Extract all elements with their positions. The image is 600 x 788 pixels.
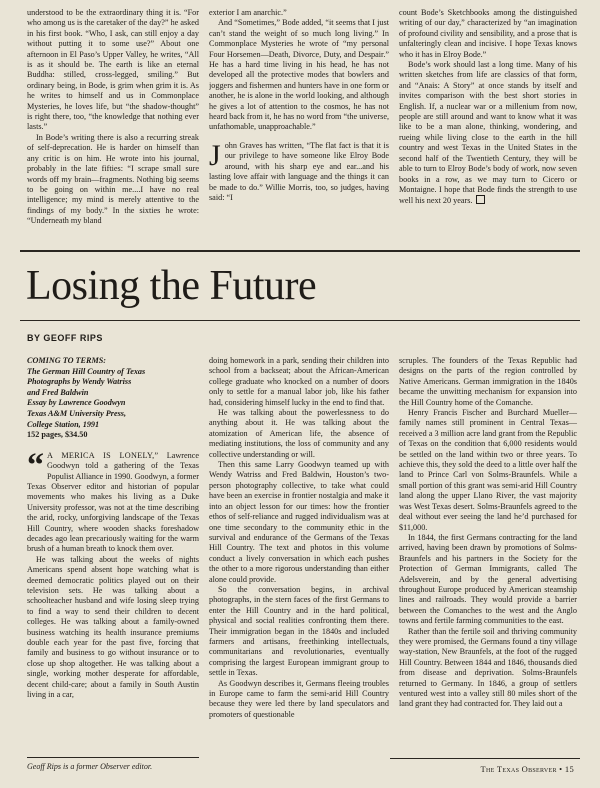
paragraph: He was talking about the powerlessness to do anything about it. He was talking about the atomization of American life, the absence of mediating institutions, the loss of community and any collective understanding or will. [209, 408, 389, 459]
paragraph: Rather than the fertile soil and thriving community they were promised, the Germans found a tiny village way-station, New Braunfels, at the foot of the rugged Hill Country. Between 1844 and 1846, thousands died from disease and deprivation. Solms-Braunfels returned to Germany. In 1846, a group of settlers ventured west into a valley still 80 miles short of the land grant they had contracted for. They laid out a [399, 626, 577, 709]
book-publisher: Texas A&M University Press, [27, 408, 127, 418]
byline: BY GEOFF RIPS [27, 333, 103, 343]
paragraph-text: Lawrence Goodwyn told a gathering of the Texas Populist Alliance in 1990. Goodwyn, a former Texas Observer editor and historian of popular movements who makes his living as a Duke University professor, was not at the time describing the arid, rocky, unforgiving landscape of the Texas Hill Country, where wooden shacks foreshadow decades ago lean precariously waiting for the warm brush of a human breath to knock them over. [27, 450, 199, 554]
paragraph [399, 60, 577, 207]
paragraph: understood to be the extraordinary thing it is. “For who among us is the caretaker of the day?” he asked in his first book. “Who, I ask, can still enjoy a day without putting it to some use?” About one afternoon in El Paso’s Upper Valley, he writes, “All is as it should be. The earth is like an eternal Buddha: stilled, cross-legged, smiling.” But ordinary being, in Bode, is grim when grim it is. As he writes to himself and us in Commonplace Mysteries, he loves life, but “the shadow-thought” is right there, too, “the knowledge that nothing ever lasts.” [27, 8, 199, 132]
footer-rule [390, 758, 580, 759]
article-column-2 [209, 356, 389, 756]
page-number: 15 [564, 764, 574, 774]
section-divider [20, 250, 580, 252]
book-essay: Essay by Lawrence Goodwyn [27, 398, 126, 408]
paragraph: Henry Francis Fischer and Burchard Mueller—family names still prominent in Central Texas—received a 3 million acre land grant from the Republic of Texas on the condition that 6,000 residents would be settled on the land within two or three years. To achieve this, they sold the deed to a little over half the land to Prince Carl von Solms-Braunfels. While a small portion of this grant was semi-arid Hill Country land along the upper Llano River, the vast majority was West Texas desert. Solms-Braunfels agreed to the deal without ever seeing the land he’d purchased for $11,000. [399, 408, 577, 532]
footer-separator: • [556, 764, 565, 774]
paragraph: He was talking about the weeks of nights Americans spend absent hope watching what is deemed democratic politics played out on their television sets. He was talking about a schoolteacher husband and wife losing sleep trying to find a way to send their children to decent colleges. He was talking about a family-owned business watching its health insurance premiums double each year for the past five, forcing that family and business to go without insurance or to close up shop altogether. He was talking about a single, working mother desperate for affordable, decent child-care; about a family in South Austin living in a car, [27, 554, 199, 700]
page-footer [481, 764, 574, 774]
lead-quote-mark: “ [27, 446, 44, 484]
paragraph-text: ohn Graves has written, “The flat fact is that it is our privilege to have someone like Elroy Bode around, with his sharp eye and ear...and his lasting love affair with language and the things it can be made to do.” Willie Morris, too, so judges, having said: “I [209, 140, 389, 202]
paragraph: As Goodwyn describes it, Germans fleeing troubles in Europe came to farm the semi-arid Hill Country because they were led there by land speculators and promoters of questionable [209, 678, 389, 719]
article-headline: Losing the Future [26, 263, 317, 309]
paragraph: In 1844, the first Germans contracting for the land arrived, having been drawn by promotions of Solms-Braunfels and his partners in the Society for the Protection of German Immigrants, called The Adelsverein, and by the general advertising throughout Europe produced by American steamship lines and railroads. They would provide a barrier between the Comanches to the west and the Anglo towns and fertile farming communities to the east. [399, 532, 577, 626]
book-photos: Photographs by Wendy Watriss [27, 377, 132, 387]
lead-caps: A MERICA IS LONELY,” [47, 450, 159, 460]
headline-rule [20, 320, 580, 321]
end-mark-icon [476, 195, 485, 204]
drop-cap: J [209, 138, 221, 172]
author-note-rule [27, 757, 199, 758]
article-column-1 [27, 356, 199, 751]
book-subtitle: The German Hill Country of Texas [27, 366, 146, 376]
prev-article-column-1 [27, 8, 199, 236]
paragraph: count Bode’s Sketchbooks among the distinguished writing of our day,” characterized by “an imagination of profound civility and sensibility, and a prose that is unfalteringly clean and incisive. I hope Texas knows who it has in Elroy Bode.” [399, 8, 577, 59]
book-pages: 152 pages, $34.50 [27, 430, 88, 440]
book-publisher-2: College Station, 1991 [27, 419, 100, 429]
paragraph: So the conversation begins, in archival photographs, in the stern faces of the first Germans to enter the Hill Country and in the hard political, physical and social realities confronting them there. Their immigration began in the 1840s and included farmers and artisans, freethinking intellectuals, communitarians and revolutionaries, eventually comprising the largest European immigrant group to settle in Texas. [209, 584, 389, 678]
paragraph-text: Bode’s work should last a long time. Many of his written sketches from life are classics of that form, and “Anais: A Story” at once stands by itself and invites comparison with the best short stories in English. If, a nuclear war or a millenium from now, people are still around and want to know what it was like to be a man alone, thinking, wondering, and rueing while living close to the earth in the hill country and west Texas in the United States in the second half of the Twentieth Century, they will be able to turn to Elroy Bode’s body of work, now seven books in a row, as we may turn to Cicero or Montaigne. I hope that Bode finds the strength to use well his next 20 years. [399, 60, 577, 206]
paragraph: And “Sometimes,” Bode added, “it seems that I just can’t stand the weight of so much long living.” In Commonplace Mysteries he wrote of “my personal Four Horsemen—Death, Divorce, Duty, and Despair.” He has a hard time living in his head, he has not developed all the protective modes that bowlers and joggers and fishermen and hunters have in one form or another, he is alone in the world looking, and although he gives a lot of attention to the cosmos, he has not heard back from it, he has no word from “the universe, unfathomable, unapproachable.” [209, 18, 389, 132]
paragraph: exterior I am anarchic.” [209, 8, 287, 17]
lead-paragraph [27, 446, 199, 555]
author-note: Geoff Rips is a former Observer editor. [27, 762, 153, 771]
prev-article-column-3 [399, 8, 577, 236]
paragraph: Then this same Larry Goodwyn teamed up with Wendy Watriss and Fred Baldwin, Houston’s two-person photography collective, to take what could have been an exercise in frontier nostalgia and make it into an object lesson for our times: how the frontier ethos of self-reliance and rugged individualism was at one time secondary to the community ethic in the survival and endurance of the Germans of the Texas Hill Country. The text and photos in this volume conduct a lively conversation in which each pushes the other to a more rigorous understanding than either alone could provide. [209, 460, 389, 584]
article-column-3 [399, 356, 577, 756]
book-info [27, 356, 199, 441]
prev-article-column-2 [209, 8, 389, 236]
paragraph: scruples. The founders of the Texas Republic had designs on the parts of the region controlled by Native Americans. German immigration in the 1840s became the unwitting mechanism for expansion into the Hill Country home of the Comanche. [399, 356, 577, 407]
paragraph: In Bode’s writing there is also a recurring streak of self-deprecation. He is harder on himself than any critic is on him. He wrote into his journal, probably in the late fifties: “I scrape small sure words off my brain—fragments. Nothing big seems to be going on within me....I have no real intelligence; my mind is merely attentive to the findings of my body.” In the sixties he wrote: “Underneath my bland [27, 132, 199, 226]
paragraph: doing homework in a park, sending their children into school from a backseat; about the African-American college graduate who knocked on a number of doors only to settle for a manual labor job, like his father had, considering himself lucky in the end to find that. [209, 356, 389, 407]
paragraph-dropcap [209, 138, 389, 203]
publication-name: The Texas Observer [480, 764, 557, 774]
book-photos-2: and Fred Baldwin [27, 387, 89, 397]
book-title: COMING TO TERMS: [27, 356, 107, 365]
